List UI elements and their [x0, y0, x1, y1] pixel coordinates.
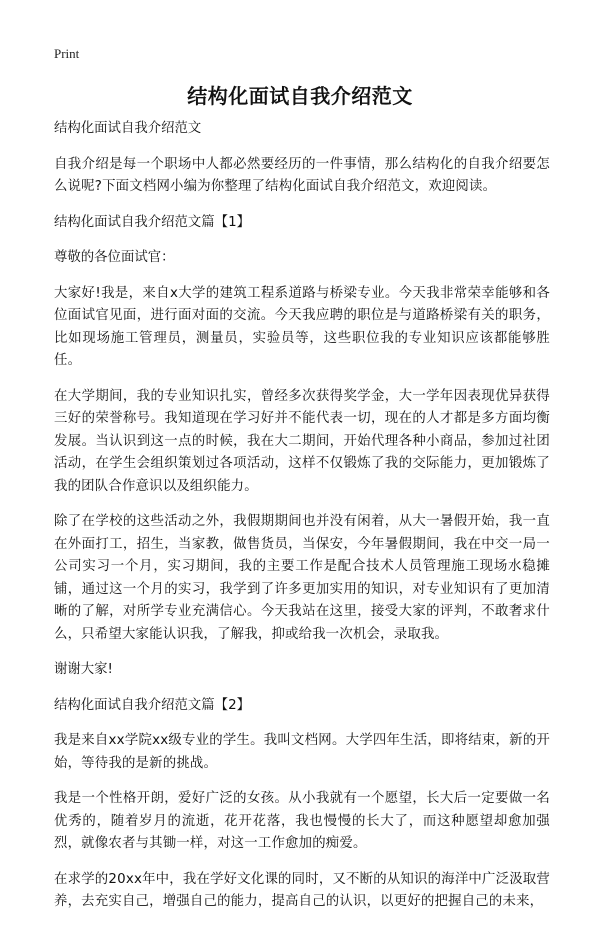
body-paragraph: 除了在学校的这些活动之外，我假期期间也并没有闲着，从大一暑假开始，我一直在外面打工，招生，当家教，做售货员，当保安，今年暑假期间，我在中交一局一公司实习一个月，实习期间，我的主要工作是配合技术人员管理施工现场水稳摊铺，通过这一个月的实习，我学到了许多更加实用的知识，对专业知识有了更加清晰的了解，对所学专业充满信心。今天我站在这里，接受大家的评判，不敢奢求什么，只希望大家能认识我，了解我，抑或给我一次机会，录取我。	[54, 514, 550, 642]
subtitle-heading: 结构化面试自我介绍范文	[54, 121, 202, 136]
body-paragraph: 我是一个性格开朗，爱好广泛的女孩。从小我就有一个愿望，长大后一定要做一名优秀的，随着岁月的流逝，花开花落，我也慢慢的长大了，而这种愿望却愈加强烈，就像农者与其锄一样，对这一工作愈加的痴爱。	[54, 791, 550, 851]
section-heading-2: 结构化面试自我介绍范文篇【2】	[54, 697, 250, 713]
document-title: 结构化面试自我介绍范文	[187, 84, 413, 108]
body-paragraph: 在大学期间，我的专业知识扎实，曾经多次获得奖学金，大一学年因表现优异获得三好的荣誉称号。我知道现在学习好并不能代表一切，现在的人才都是多方面均衡发展。当认识到这一点的时候，我在大二期间，开始代理各种小商品，参加过社团活动，在学生会组织策划过各项活动，这样不仅锻炼了我的交际能力，更加锻炼了我的团队合作意识以及组织能力。	[54, 388, 550, 494]
salutation: 尊敬的各位面试官：	[54, 250, 175, 265]
closing-thanks: 谢谢大家!	[54, 662, 113, 677]
section-heading-1: 结构化面试自我介绍范文篇【1】	[54, 214, 250, 230]
body-paragraph: 在求学的20xx年中，我在学好文化课的同时，又不断的从知识的海洋中广泛汲取营养，去充实自己，增强自己的能力，提高自己的认识，以更好的把握自己的未来，	[54, 871, 550, 909]
body-paragraph: 我是来自xx学院xx级专业的学生。我叫文档网。大学四年生活，即将结束，新的开始，等待我的是新的挑战。	[54, 733, 550, 771]
intro-paragraph: 自我介绍是每一个职场中人都必然要经历的一件事情，那么结构化的自我介绍要怎么说呢?下面文档网小编为你整理了结构化面试自我介绍范文，欢迎阅读。	[54, 156, 550, 194]
body-paragraph: 大家好!我是，来自x大学的建筑工程系道路与桥梁专业。今天我非常荣幸能够和各位面试官见面，进行面对面的交流。今天我应聘的职位是与道路桥梁有关的职务，比如现场施工管理员，测量员，实验员等，这些职位我的专业知识应该都能够胜任。	[54, 285, 550, 368]
print-label: Print	[54, 46, 80, 61]
document-body	[54, 118, 550, 927]
